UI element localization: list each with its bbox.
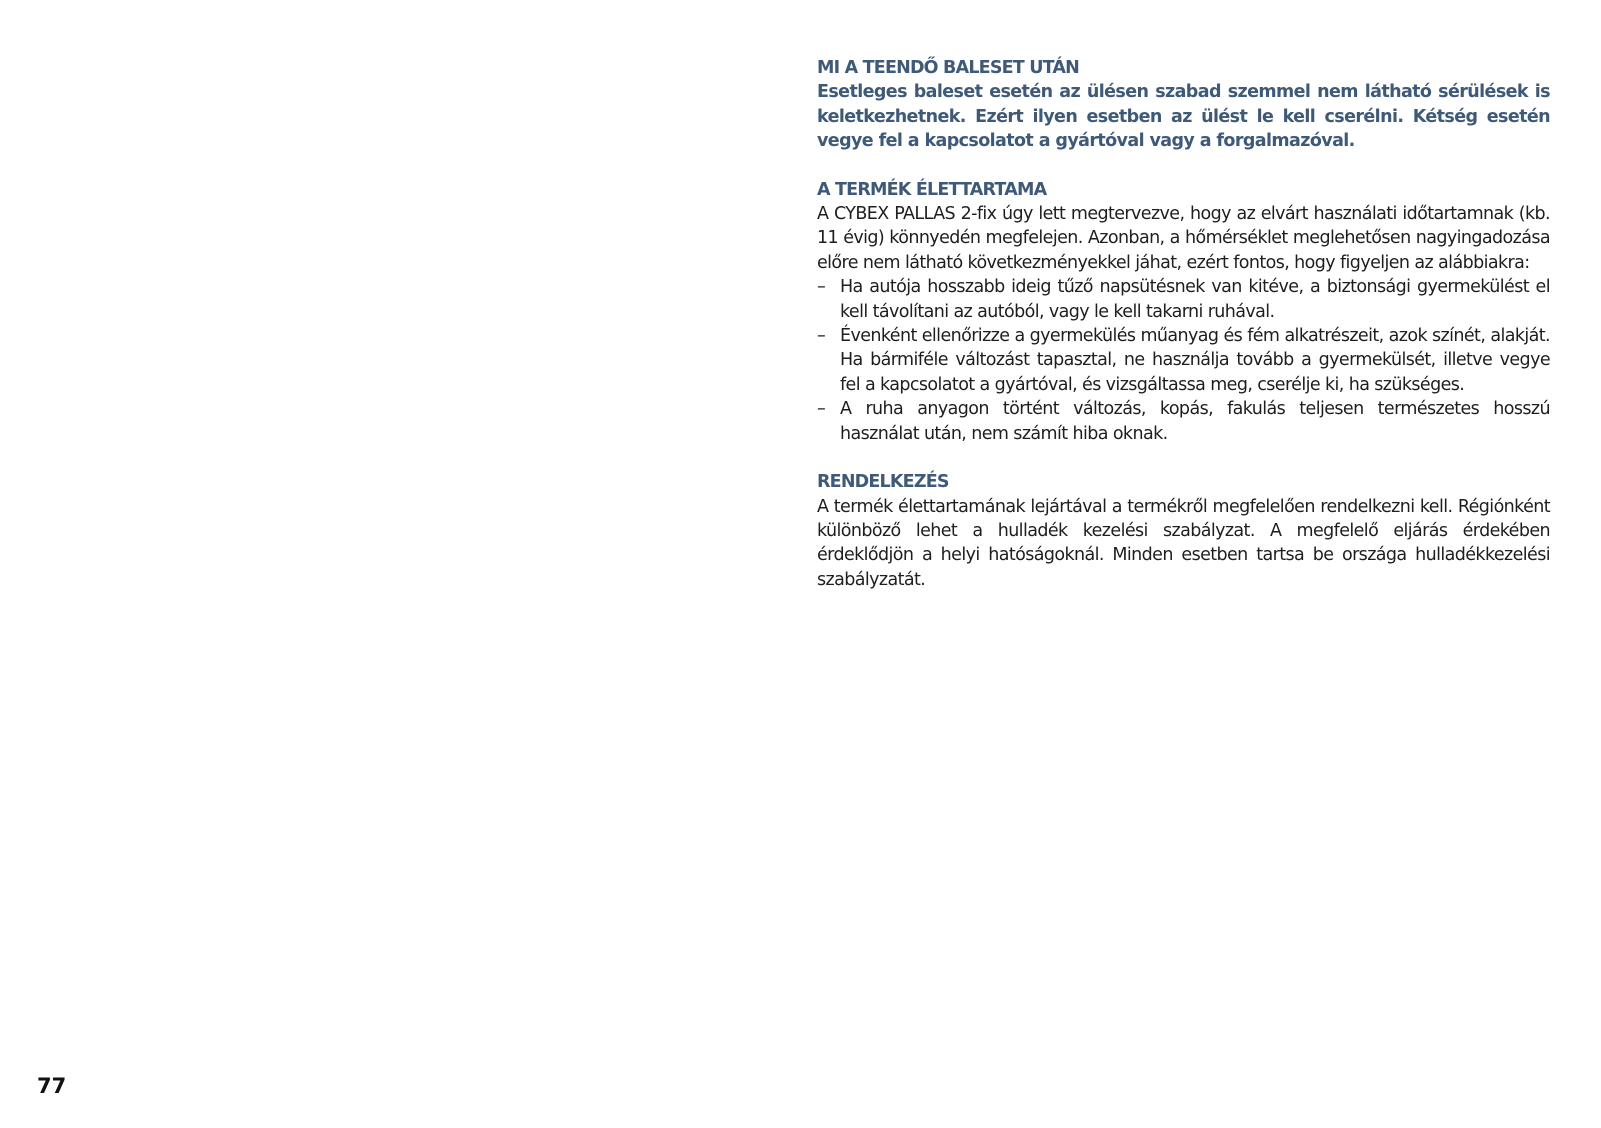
- section-after-accident: [817, 56, 1550, 154]
- section-paragraph: A termék élettartamának lejártával a termékről megfelelően rendelkezni kell. Régiónként különböző lehet a hulladék kezelési szabályzat. A megfelelő eljárás érdekében érdeklődjön a helyi hatóságoknál. Minden esetben tartsa be országa hulladékkezelési szabályzatát.: [817, 496, 1550, 590]
- bullet-dash: –: [817, 277, 826, 298]
- section-product-lifetime: [817, 178, 1550, 446]
- list-item-text: Évenként ellenőrizze a gyermekülés műanyag és fém alkatrészeit, azok színét, alakját. Ha bármiféle változást tapasztal, ne használja tovább a gyermekülsét, illetve vegye fel a kapcsolatot a gyártóval, és vizsgáltassa meg, cserélje ki, ha szükséges.: [840, 326, 1550, 395]
- list-item-text: Ha autója hosszabb ideig tűző napsütésnek van kitéve, a biztonsági gyermekülést el kell távolítani az autóból, vagy le kell takarni ruhával.: [840, 277, 1550, 322]
- bullet-list: [817, 275, 1550, 446]
- page-number: 77: [37, 1074, 67, 1098]
- bullet-dash: –: [817, 326, 826, 347]
- section-heading: MI A TEENDŐ BALESET UTÁN: [817, 58, 1079, 78]
- bullet-dash: –: [817, 399, 826, 420]
- manual-text-column: [817, 56, 1550, 616]
- section-warning-text: Esetleges baleset esetén az ülésen szabad szemmel nem látható sérülések is keletkezhetnek. Ezért ilyen esetben az ülést le kell cserélni. Kétség esetén vegye fel a kapcsolatot a gyártóval vagy a forgalmazóval.: [817, 82, 1550, 152]
- section-heading: RENDELKEZÉS: [817, 472, 949, 493]
- section-disposal: [817, 470, 1550, 592]
- section-paragraph: A CYBEX PALLAS 2-fix úgy lett megtervezve, hogy az elvárt használati időtartamnak (kb. 11 évig) könnyedén megfelejen. Azonban, a hőmérséklet meglehetősen nagyingadozása előre nem látható következményekkel jáhat, ezért fontos, hogy figyeljen az alábbiakra:: [817, 204, 1550, 273]
- list-item-text: A ruha anyagon történt változás, kopás, fakulás teljesen természetes hosszú használat után, nem számít hiba oknak.: [840, 399, 1550, 444]
- section-heading: A TERMÉK ÉLETTARTAMA: [817, 179, 1047, 200]
- list-item: [817, 397, 1550, 446]
- list-item: [817, 275, 1550, 324]
- list-item: [817, 324, 1550, 397]
